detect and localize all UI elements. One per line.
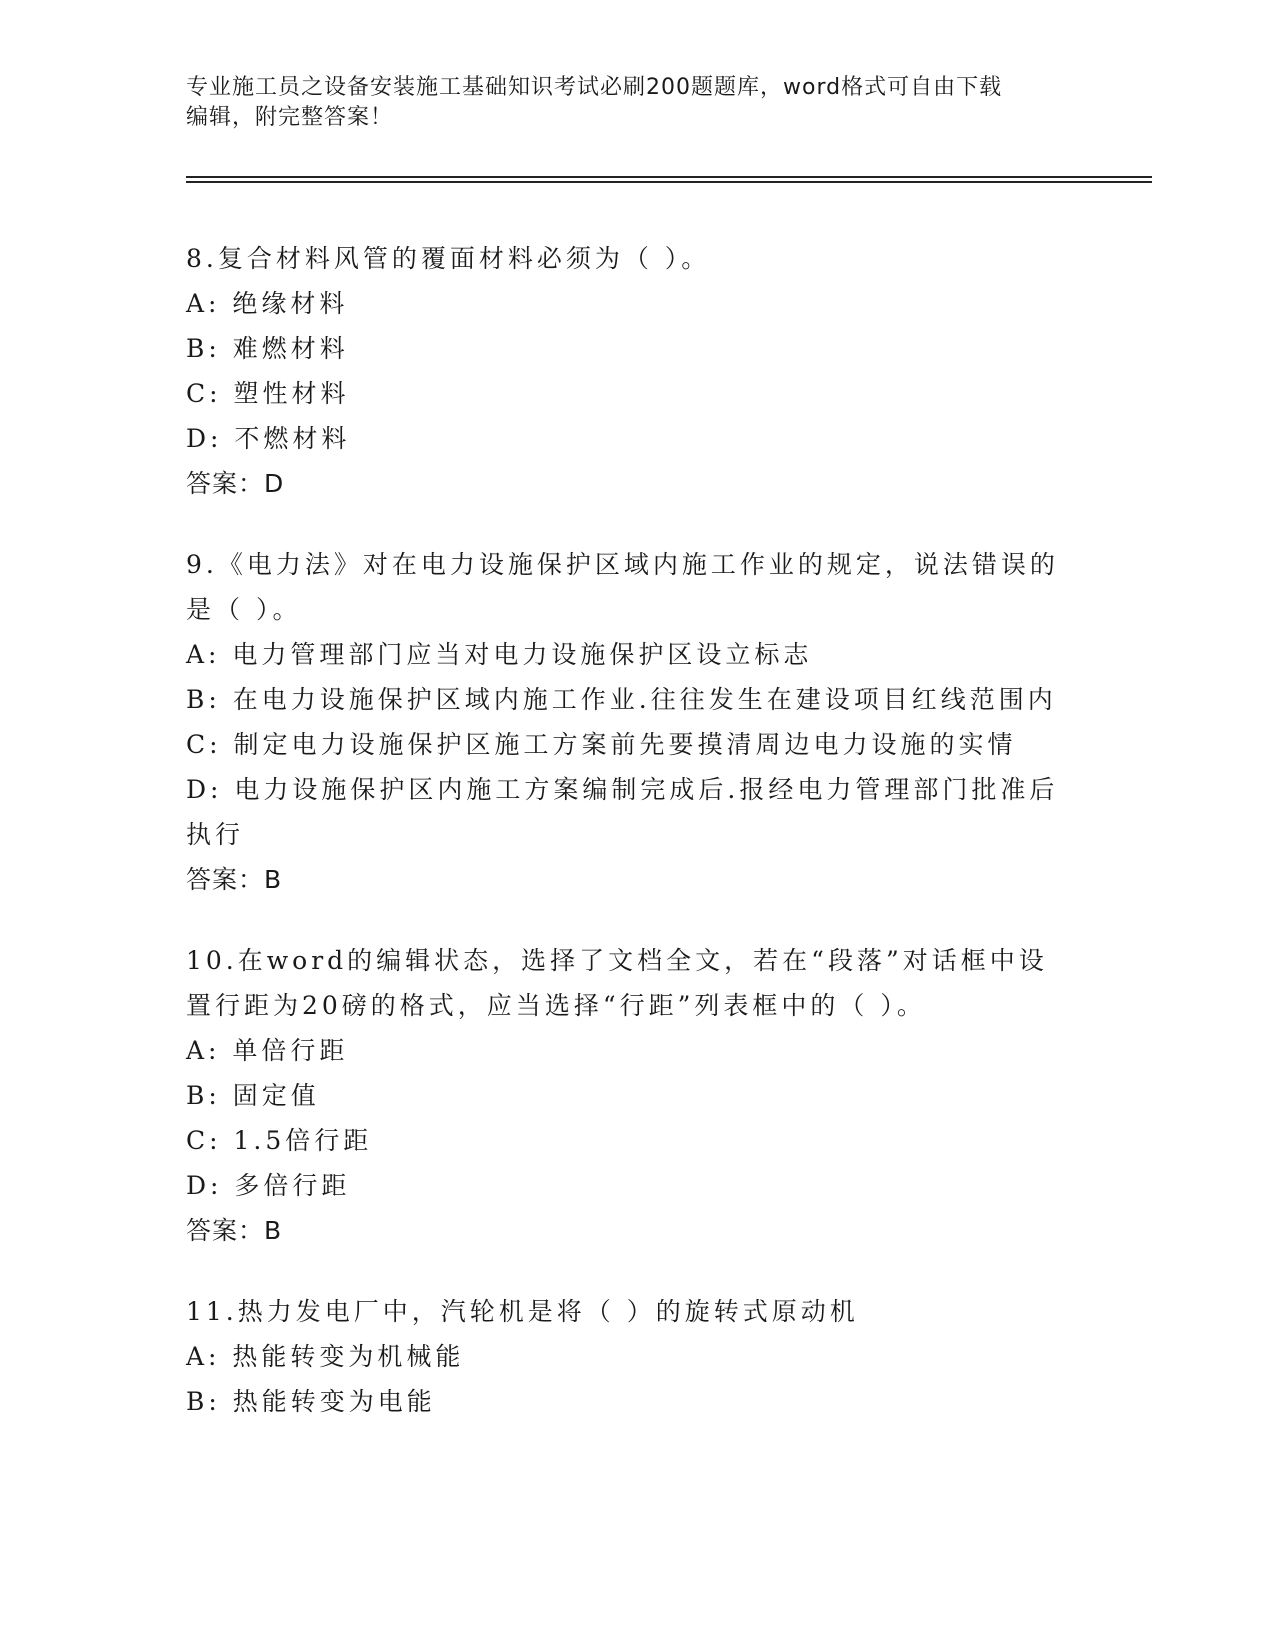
stem-line: 10.在word的编辑状态，选择了文档全文，若在“段落”对话框中设 [186,946,1048,975]
option-d-continued: 执行 [186,820,245,849]
question-11 [186,1289,1066,1424]
option-b: B: 难燃材料 [186,334,349,363]
option-b: B: 热能转变为电能 [186,1387,436,1416]
document-header [186,73,1086,133]
option-d: D: 不燃材料 [186,424,351,453]
option-a: A: 单倍行距 [186,1036,349,1065]
option-c: C: 1.5倍行距 [186,1126,373,1155]
question-9 [186,542,1066,902]
option-b: B: 固定值 [186,1081,320,1110]
stem-line: 置行距为20磅的格式，应当选择“行距”列表框中的（ ）。 [186,991,926,1020]
header-rule-top [186,176,1152,178]
header-line-2: 编辑，附完整答案！ [186,105,394,130]
answer-line: 答案：B [186,1216,283,1245]
option-a: A: 绝缘材料 [186,289,349,318]
question-stem [186,236,1066,281]
answer-line: 答案：B [186,865,283,894]
question-8 [186,236,1066,506]
option-c: C: 制定电力设施保护区施工方案前先要摸清周边电力设施的实情 [186,730,1017,759]
question-10 [186,938,1066,1253]
option-b: B: 在电力设施保护区域内施工作业.往往发生在建设项目红线范围内 [186,685,1057,714]
stem-line: 11.热力发电厂中，汽轮机是将（ ）的旋转式原动机 [186,1297,859,1326]
question-stem [186,542,1066,632]
stem-line: 8.复合材料风管的覆面材料必须为（ ）。 [186,244,711,273]
option-a: A: 电力管理部门应当对电力设施保护区设立标志 [186,640,813,669]
header-rule-bottom [186,181,1152,183]
stem-line: 是（ ）。 [186,595,302,624]
question-list [186,236,1066,1460]
option-d: D: 多倍行距 [186,1171,351,1200]
stem-line: 9.《电力法》对在电力设施保护区域内施工作业的规定，说法错误的 [186,550,1059,579]
header-line-1: 专业施工员之设备安装施工基础知识考试必刷200题题库，word格式可自由下载 [186,75,1003,100]
question-stem [186,938,1066,1028]
option-c: C: 塑性材料 [186,379,350,408]
option-d: D: 电力设施保护区内施工方案编制完成后.报经电力管理部门批准后 [186,775,1059,804]
option-a: A: 热能转变为机械能 [186,1342,465,1371]
question-stem [186,1289,1066,1334]
answer-line: 答案：D [186,469,285,498]
